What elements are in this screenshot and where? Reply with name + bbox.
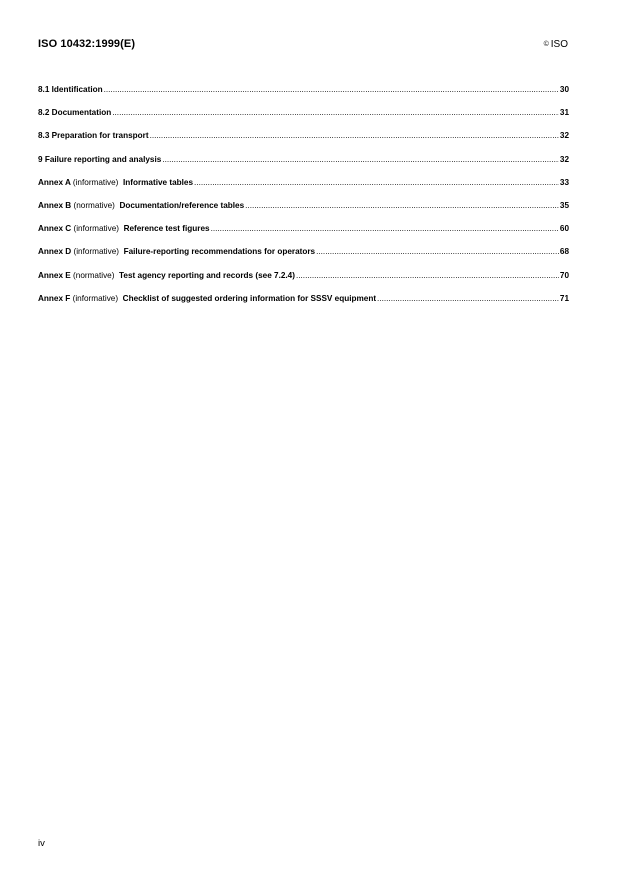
toc-entry[interactable]: [38, 108, 569, 131]
toc-entry-page: 30: [559, 85, 569, 94]
toc-leader-dots: [245, 201, 559, 210]
toc-leader-dots: [112, 108, 559, 117]
toc-entry-label: [38, 224, 210, 233]
annex-title: Checklist of suggested ordering information for SSSV equipment: [122, 293, 377, 303]
annex-label: Annex A: [38, 177, 71, 187]
toc-leader-dots: [162, 155, 559, 164]
annex-title: Informative tables: [122, 177, 194, 187]
toc-entry-annex-b[interactable]: [38, 201, 569, 224]
toc-entry-annex-d[interactable]: [38, 247, 569, 270]
toc-entry-page: 70: [559, 270, 569, 280]
copyright-symbol: ©: [543, 41, 549, 48]
copyright-org: ISO: [550, 39, 568, 50]
toc-entry-label: 9 Failure reporting and analysis: [38, 154, 162, 164]
toc-leader-dots: [377, 294, 559, 303]
annex-label: Annex C: [38, 224, 72, 234]
toc-entry-label: 8.3 Preparation for transport: [38, 131, 149, 141]
annex-type: (normative): [73, 270, 115, 280]
toc-entry-label: [38, 294, 376, 303]
toc-entry-page: 32: [559, 131, 569, 141]
toc-entry-label: 8.1 Identification: [38, 85, 103, 94]
toc-entry-page: 35: [559, 200, 569, 210]
toc-entry[interactable]: [38, 85, 569, 108]
table-of-contents: [38, 85, 569, 317]
toc-leader-dots: [316, 247, 559, 256]
annex-title: Failure-reporting recommendations for operators: [123, 247, 316, 257]
annex-title: Documentation/reference tables: [119, 200, 245, 210]
annex-label: Annex D: [38, 247, 72, 257]
toc-entry[interactable]: [38, 131, 569, 154]
toc-leader-dots: [150, 131, 559, 140]
toc-entry-page: 33: [559, 177, 569, 187]
toc-entry-page: 68: [559, 247, 569, 257]
toc-entry-page: 31: [559, 108, 569, 118]
toc-entry-annex-c[interactable]: [38, 224, 569, 247]
toc-entry-page: 71: [559, 293, 569, 303]
annex-type: (informative): [72, 293, 119, 303]
toc-entry-annex-f[interactable]: [38, 294, 569, 317]
annex-label: Annex E: [38, 270, 71, 280]
annex-label: Annex F: [38, 293, 71, 303]
document-id: ISO 10432:1999(E): [38, 38, 136, 50]
annex-label: Annex B: [38, 200, 72, 210]
toc-entry-label: [38, 247, 315, 256]
toc-leader-dots: [194, 178, 559, 187]
toc-leader-dots: [296, 271, 559, 280]
annex-title: Reference test figures: [123, 224, 210, 234]
toc-entry-label: [38, 178, 193, 187]
annex-type: (informative): [73, 224, 119, 234]
annex-type: (normative): [73, 200, 115, 210]
annex-type: (informative): [72, 177, 119, 187]
toc-entry-label: 8.2 Documentation: [38, 108, 112, 118]
toc-entry-page: 32: [559, 154, 569, 164]
copyright-notice: [544, 39, 568, 50]
annex-type: (informative): [73, 247, 119, 257]
toc-entry-annex-a[interactable]: [38, 178, 569, 201]
page-number: iv: [38, 838, 45, 849]
toc-leader-dots: [211, 224, 559, 233]
toc-entry-page: 60: [559, 224, 569, 234]
annex-title: Test agency reporting and records (see 7.2.4): [119, 270, 295, 280]
toc-entry-label: [38, 201, 244, 210]
toc-entry-label: [38, 271, 295, 280]
toc-entry-annex-e[interactable]: [38, 271, 569, 294]
toc-leader-dots: [104, 85, 559, 94]
toc-entry[interactable]: [38, 155, 569, 178]
